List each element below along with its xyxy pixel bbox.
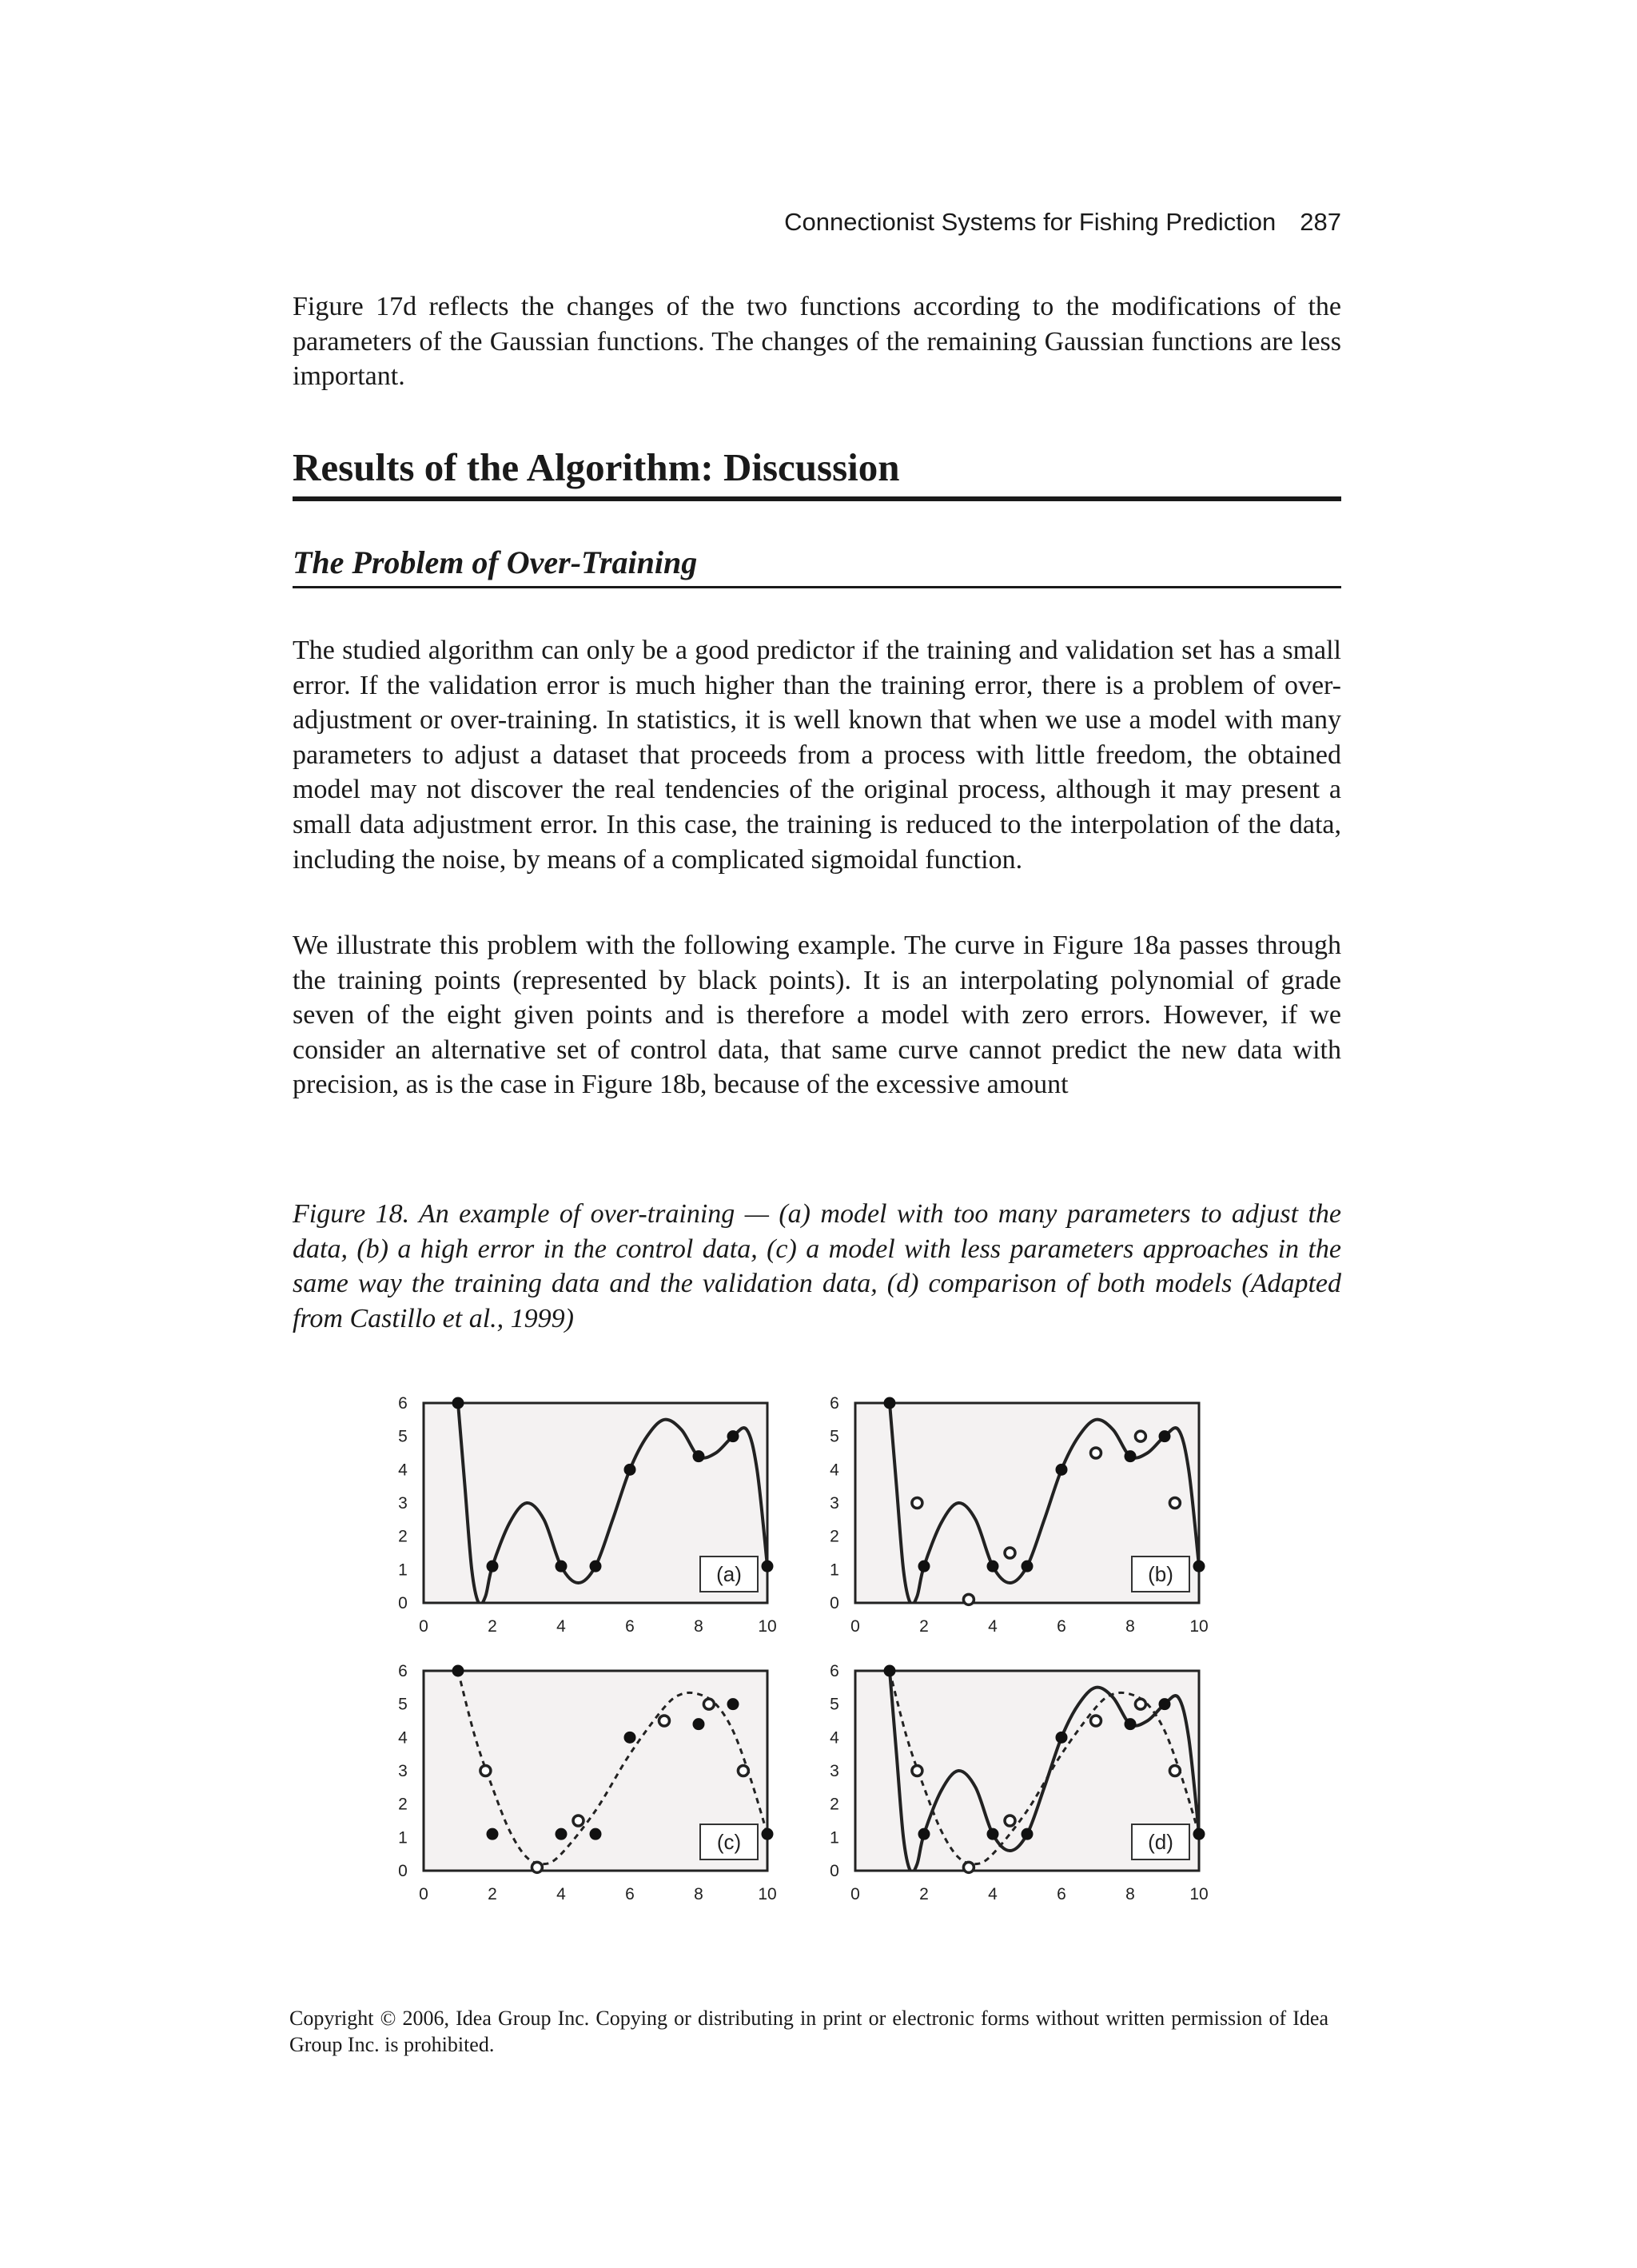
section-heading: Results of the Algorithm: Discussion xyxy=(293,445,900,489)
panel-label: (a) xyxy=(716,1562,742,1586)
control-point xyxy=(738,1766,748,1776)
control-point xyxy=(1135,1699,1145,1709)
y-tick-label: 2 xyxy=(830,1795,839,1814)
training-point xyxy=(1193,1828,1205,1840)
x-tick-label: 8 xyxy=(1125,1617,1135,1636)
training-point xyxy=(452,1665,464,1677)
y-tick-label: 3 xyxy=(830,1762,839,1780)
y-tick-label: 1 xyxy=(398,1828,408,1847)
subsection-rule xyxy=(293,586,1341,588)
subsection-heading: The Problem of Over-Training xyxy=(293,544,698,580)
training-point xyxy=(1056,1732,1068,1744)
training-point xyxy=(762,1560,774,1572)
y-tick-label: 1 xyxy=(830,1828,839,1847)
training-point xyxy=(987,1828,999,1840)
training-point xyxy=(1159,1430,1171,1442)
y-tick-label: 5 xyxy=(398,1695,408,1714)
training-point xyxy=(1193,1560,1205,1572)
x-tick-label: 4 xyxy=(556,1885,566,1903)
y-tick-label: 4 xyxy=(830,1728,839,1748)
y-tick-label: 4 xyxy=(830,1461,839,1480)
figure-panel xyxy=(398,1394,777,1636)
x-tick-label: 2 xyxy=(488,1617,497,1636)
control-point xyxy=(963,1862,974,1872)
y-tick-label: 0 xyxy=(830,1594,839,1612)
copyright-footer: Copyright © 2006, Idea Group Inc. Copying or distributing in print or electronic forms without written permission of Idea Group Inc. is prohibited. xyxy=(289,2007,1328,2056)
control-point xyxy=(573,1816,584,1826)
y-tick-label: 3 xyxy=(398,1494,408,1513)
x-tick-label: 8 xyxy=(1125,1885,1135,1903)
x-tick-label: 4 xyxy=(556,1617,566,1636)
y-tick-label: 3 xyxy=(830,1494,839,1513)
panel-label: (d) xyxy=(1148,1830,1173,1854)
control-point xyxy=(1135,1431,1145,1441)
x-tick-label: 10 xyxy=(1189,1885,1209,1903)
control-point xyxy=(659,1716,670,1726)
intro-paragraph: Figure 17d reflects the changes of the two functions according to the modifications of the parameters of the Gaussian functions. The changes of the remaining Gaussian functions are less important. xyxy=(293,292,1341,392)
figure-panel xyxy=(398,1662,777,1903)
x-tick-label: 0 xyxy=(850,1617,860,1636)
y-tick-label: 0 xyxy=(398,1594,408,1612)
y-tick-label: 1 xyxy=(830,1560,839,1580)
x-tick-label: 6 xyxy=(1057,1885,1066,1903)
training-point xyxy=(918,1828,930,1840)
y-tick-label: 6 xyxy=(398,1394,408,1413)
figure-18 xyxy=(376,1379,1263,1923)
y-tick-label: 5 xyxy=(830,1695,839,1714)
control-point xyxy=(1005,1816,1015,1826)
x-tick-label: 10 xyxy=(1189,1617,1209,1636)
body-paragraph: We illustrate this problem with the following example. The curve in Figure 18a passes through the training points (represented by black points). It is an interpolating polynomial of grade seven of the eight given points and is therefore a model with zero errors. However, if we consider an alternative set of control data, that same curve cannot predict the new data with precision, as is the case in Figure 18b, because of the excessive amount xyxy=(293,931,1341,1100)
x-tick-label: 2 xyxy=(919,1885,929,1903)
y-tick-label: 0 xyxy=(830,1862,839,1880)
training-point xyxy=(556,1560,568,1572)
y-tick-label: 6 xyxy=(830,1394,839,1413)
x-tick-label: 0 xyxy=(850,1885,860,1903)
x-tick-label: 0 xyxy=(419,1885,428,1903)
control-point xyxy=(963,1594,974,1604)
control-point xyxy=(1169,1766,1180,1776)
x-tick-label: 6 xyxy=(1057,1617,1066,1636)
control-point xyxy=(703,1699,714,1709)
y-tick-label: 1 xyxy=(398,1560,408,1580)
training-point xyxy=(556,1828,568,1840)
control-point xyxy=(912,1766,922,1776)
y-tick-label: 6 xyxy=(830,1662,839,1680)
training-point xyxy=(987,1560,999,1572)
control-point xyxy=(1169,1498,1180,1509)
y-tick-label: 6 xyxy=(398,1662,408,1680)
x-tick-label: 6 xyxy=(625,1885,635,1903)
x-tick-label: 8 xyxy=(694,1885,703,1903)
training-point xyxy=(693,1718,705,1730)
training-point xyxy=(1022,1828,1034,1840)
figure-panel xyxy=(830,1394,1209,1636)
y-tick-label: 5 xyxy=(830,1427,839,1446)
x-tick-label: 2 xyxy=(919,1617,929,1636)
training-point xyxy=(1159,1698,1171,1710)
control-point xyxy=(1091,1448,1101,1458)
y-tick-label: 4 xyxy=(398,1728,408,1748)
training-point xyxy=(487,1828,499,1840)
control-point xyxy=(912,1498,922,1509)
training-point xyxy=(624,1732,636,1744)
training-point xyxy=(727,1698,739,1710)
control-point xyxy=(532,1862,542,1872)
x-tick-label: 6 xyxy=(625,1617,635,1636)
figure-panel xyxy=(830,1662,1209,1903)
panel-label: (b) xyxy=(1148,1562,1173,1586)
y-tick-label: 5 xyxy=(398,1427,408,1446)
x-tick-label: 4 xyxy=(988,1617,998,1636)
y-tick-label: 4 xyxy=(398,1461,408,1480)
body-paragraph: The studied algorithm can only be a good predictor if the training and validation set has a small error. If the validation error is much higher than the training error, there is a problem of over-adjustment or over-training. In statistics, it is well known that when we use a model with many parameters to adjust a dataset that proceeds from a process with little freedom, the obtained model may not discover the real tendencies of the original process, although it may present a small data adjustment error. In this case, the training is reduced to the interpolation of the data, including the noise, by means of a complicated sigmoidal function. xyxy=(293,636,1341,875)
training-point xyxy=(884,1397,896,1409)
y-tick-label: 2 xyxy=(398,1795,408,1814)
panel-label: (c) xyxy=(716,1830,742,1854)
training-point xyxy=(693,1450,705,1462)
section-rule xyxy=(293,496,1341,501)
x-tick-label: 4 xyxy=(988,1885,998,1903)
training-point xyxy=(727,1430,739,1442)
control-point xyxy=(1091,1716,1101,1726)
y-tick-label: 2 xyxy=(830,1527,839,1546)
control-point xyxy=(1005,1548,1015,1558)
training-point xyxy=(918,1560,930,1572)
y-tick-label: 3 xyxy=(398,1762,408,1780)
y-tick-label: 0 xyxy=(398,1862,408,1880)
x-tick-label: 10 xyxy=(758,1617,777,1636)
training-point xyxy=(487,1560,499,1572)
training-point xyxy=(590,1828,602,1840)
y-tick-label: 2 xyxy=(398,1527,408,1546)
training-point xyxy=(1125,1450,1137,1462)
x-tick-label: 2 xyxy=(488,1885,497,1903)
training-point xyxy=(590,1560,602,1572)
x-tick-label: 0 xyxy=(419,1617,428,1636)
control-point xyxy=(480,1766,491,1776)
training-point xyxy=(1125,1718,1137,1730)
training-point xyxy=(1022,1560,1034,1572)
training-point xyxy=(1056,1464,1068,1476)
training-point xyxy=(452,1397,464,1409)
running-head xyxy=(293,208,1341,237)
x-tick-label: 8 xyxy=(694,1617,703,1636)
training-point xyxy=(762,1828,774,1840)
figure-caption: Figure 18. An example of over-training — (a) model with too many parameters to adjust the data, (b) a high error in the control data, (c) a model with less parameters approaches in the same way the training data and the validation data, (d) comparison of both models (Adapted from Castillo et al., 1999) xyxy=(293,1199,1341,1333)
training-point xyxy=(884,1665,896,1677)
running-title: Connectionist Systems for Fishing Prediction xyxy=(784,208,1277,236)
page-number: 287 xyxy=(1300,208,1341,236)
x-tick-label: 10 xyxy=(758,1885,777,1903)
training-point xyxy=(624,1464,636,1476)
